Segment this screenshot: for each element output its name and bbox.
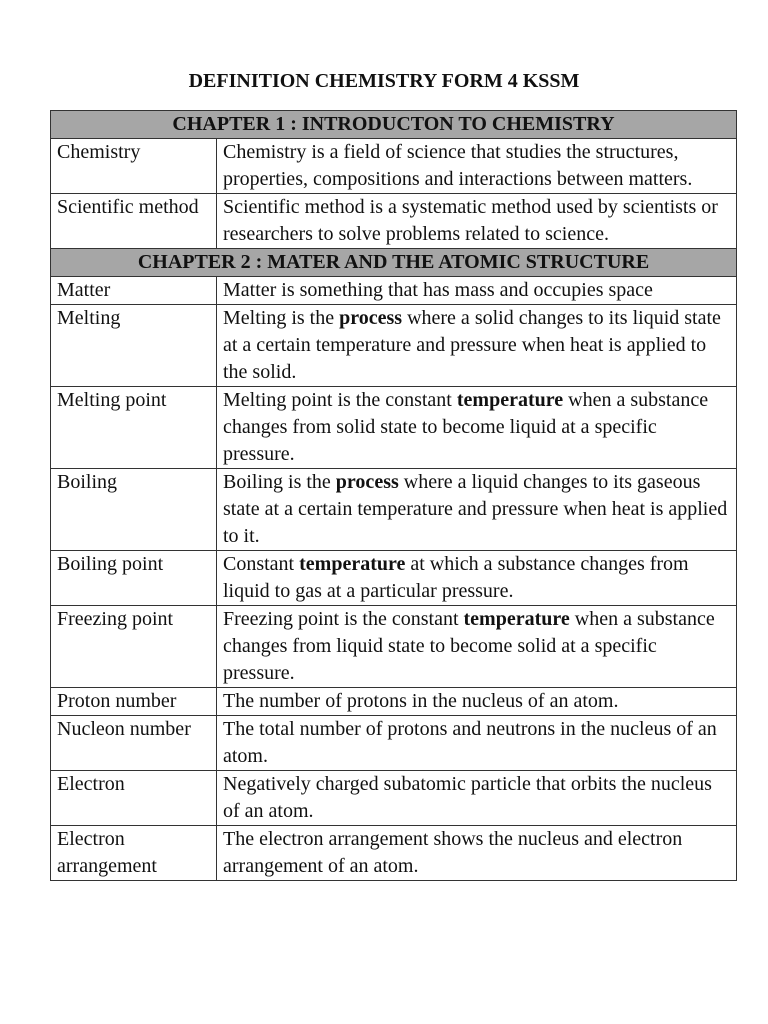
definition-text: Melting is the [223,307,340,329]
definition-text: The number of protons in the nucleus of an atom. [223,690,619,712]
emphasized-text: process [339,307,403,329]
term-cell: Melting [51,305,217,387]
definition-row [51,551,737,606]
definition-cell [217,551,737,606]
emphasized-text: temperature [463,608,570,630]
term-cell: Boiling [51,469,217,551]
definition-row [51,469,737,551]
definition-cell [217,469,737,551]
definition-row [51,194,737,249]
definition-text: where a liquid changes to its gaseous state at a certain temperature and pressure when heat is applied to it. [223,471,728,547]
definitions-table [50,110,737,881]
definition-row [51,771,737,826]
definition-row [51,387,737,469]
definition-row [51,139,737,194]
definition-text: The total number of protons and neutrons in the nucleus of an atom. [223,718,717,767]
definition-text: Scientific method is a systematic method used by scientists or researchers to solve problems related to science. [223,196,718,245]
term-cell: Electron arrangement [51,826,217,881]
definition-text: Freezing point is the constant [223,608,464,630]
document-title: DEFINITION CHEMISTRY FORM 4 KSSM [188,70,580,92]
definition-cell [217,606,737,688]
definition-row [51,305,737,387]
term-cell: Chemistry [51,139,217,194]
definition-text: Chemistry is a field of science that studies the structures, properties, compositions and interactions between matters. [223,141,693,190]
term-cell: Boiling point [51,551,217,606]
definition-text: Negatively charged subatomic particle that orbits the nucleus of an atom. [223,773,712,822]
definition-text: The electron arrangement shows the nucleus and electron arrangement of an atom. [223,828,683,877]
definition-row [51,688,737,716]
emphasized-text: process [335,471,399,493]
definition-cell [217,194,737,249]
definition-cell [217,826,737,881]
definition-row [51,277,737,305]
definition-text: Constant [223,553,300,575]
chapter-header-row [51,111,737,139]
definition-text: Matter is something that has mass and occupies space [223,279,653,301]
definition-cell [217,139,737,194]
definition-cell [217,277,737,305]
chapter-header-row [51,249,737,277]
definition-text: Melting point is the constant [223,389,457,411]
definition-text: Boiling is the [223,471,336,493]
term-cell: Matter [51,277,217,305]
definition-cell [217,305,737,387]
term-cell: Freezing point [51,606,217,688]
chapter-heading: CHAPTER 2 : MATER AND THE ATOMIC STRUCTURE [51,249,737,277]
term-cell: Proton number [51,688,217,716]
definition-text: when a substance changes from liquid state to become solid at a specific pressure. [223,608,715,684]
chapter-heading: CHAPTER 1 : INTRODUCTON TO CHEMISTRY [51,111,737,139]
definition-row [51,716,737,771]
emphasized-text: temperature [299,553,406,575]
definition-cell [217,716,737,771]
term-cell: Melting point [51,387,217,469]
definition-text: where a solid changes to its liquid state at a certain temperature and pressure when heat is applied to the solid. [223,307,721,383]
term-cell: Scientific method [51,194,217,249]
term-cell: Electron [51,771,217,826]
definition-row [51,606,737,688]
emphasized-text: temperature [456,389,564,411]
definition-cell [217,688,737,716]
definition-text: when a substance changes from solid state to become liquid at a specific pressure. [223,389,709,465]
definition-text: at which a substance changes from liquid to gas at a particular pressure. [223,553,689,602]
definition-cell [217,387,737,469]
definition-cell [217,771,737,826]
definition-row [51,826,737,881]
term-cell: Nucleon number [51,716,217,771]
